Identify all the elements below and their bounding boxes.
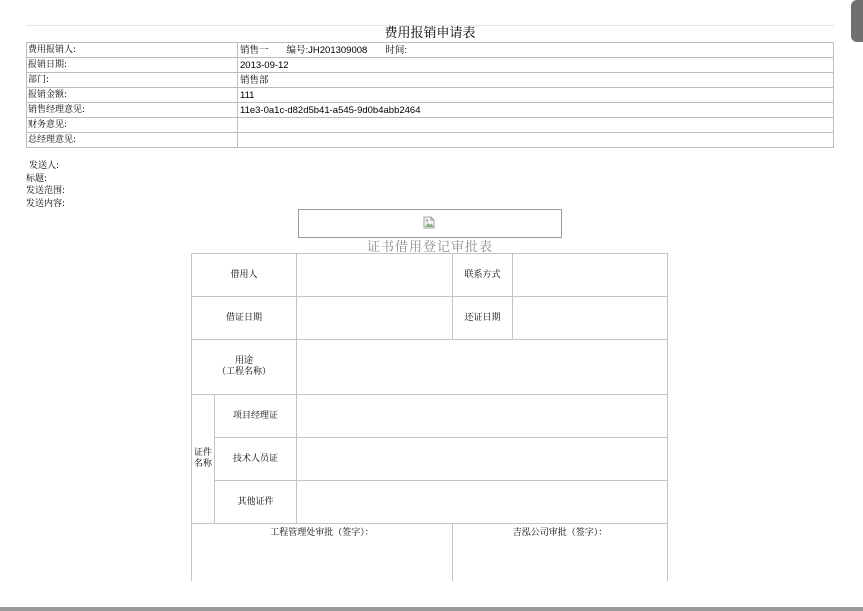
- sales-mgr-row: [27, 103, 834, 118]
- borrow-date-value: [297, 297, 453, 340]
- borrower-value: [297, 254, 453, 297]
- borrow-date-row: [192, 297, 668, 340]
- send-info: [26, 160, 65, 210]
- purpose-label-cell: [192, 340, 297, 395]
- cert-form-title: 证书借用登记审批表: [366, 240, 493, 255]
- other-cert-label: 其他证件: [215, 481, 297, 524]
- company-approval-label: 吉泓公司审批（签字）：: [453, 524, 668, 581]
- cert-name-label-2: 名称: [193, 459, 212, 469]
- finance-row: [27, 118, 834, 133]
- broken-image-icon: [423, 216, 435, 229]
- image-frame: [298, 209, 562, 238]
- return-date-label: 还证日期: [453, 297, 513, 340]
- gm-label: 总经理意见:: [27, 133, 238, 148]
- number-value: JH201309008: [308, 44, 368, 56]
- applicant-row: [27, 43, 834, 58]
- bottom-bar: [0, 607, 863, 611]
- cert-name-label-cell: [192, 395, 215, 524]
- tech-cert-value: [297, 438, 668, 481]
- subject-label: 标题:: [26, 173, 48, 184]
- date-row: [27, 58, 834, 73]
- other-cert-value: [297, 481, 668, 524]
- applicant-value-cell: [238, 43, 834, 58]
- other-cert-row: [192, 481, 668, 524]
- contact-value: [513, 254, 668, 297]
- finance-value: [238, 118, 834, 133]
- cert-name-label-1: 证件: [193, 448, 212, 458]
- borrower-label: 借用人: [192, 254, 297, 297]
- gm-row: [27, 133, 834, 148]
- pm-cert-value: [297, 395, 668, 438]
- dept-row: [27, 73, 834, 88]
- time-label: 时间:: [385, 44, 407, 56]
- eng-approval-label: 工程管理处审批（签字）：: [192, 524, 453, 581]
- borrower-row: [192, 254, 668, 297]
- content-label: 发送内容:: [26, 198, 66, 209]
- purpose-row: [192, 340, 668, 395]
- purpose-sub-label: （工程名称）: [217, 367, 272, 377]
- pm-cert-row: [192, 395, 668, 438]
- dept-label: 部门:: [27, 73, 238, 88]
- applicant-value: 销售一: [240, 44, 269, 56]
- contact-label: 联系方式: [453, 254, 513, 297]
- expense-form-table: [26, 42, 834, 148]
- date-value: 2013-09-12: [238, 58, 834, 73]
- cert-approval-table: [191, 253, 668, 581]
- scope-label: 发送范围:: [26, 186, 66, 196]
- amount-label: 报销金额:: [27, 88, 238, 103]
- purpose-value: [297, 340, 668, 395]
- amount-row: [27, 88, 834, 103]
- pm-cert-label: 项目经理证: [215, 395, 297, 438]
- sales-mgr-label: 销售经理意见:: [27, 103, 238, 118]
- approval-row: [192, 524, 668, 581]
- amount-value: 111: [238, 88, 834, 103]
- gm-value: [238, 133, 834, 148]
- date-label: 报销日期:: [27, 58, 238, 73]
- tech-cert-label: 技术人员证: [215, 438, 297, 481]
- borrow-date-label: 借证日期: [192, 297, 297, 340]
- expense-form-title: 费用报销申请表: [384, 26, 476, 41]
- finance-label: 财务意见:: [27, 118, 238, 133]
- tech-cert-row: [192, 438, 668, 481]
- sales-mgr-value: 11e3-0a1c-d82d5b41-a545-9d0b4abb2464: [238, 103, 834, 118]
- number-label: 编号:: [286, 44, 309, 56]
- dept-value: 销售部: [238, 73, 834, 88]
- purpose-label: 用途: [235, 356, 254, 366]
- applicant-label: 费用报销人:: [27, 43, 238, 58]
- sender-label: 发送人:: [29, 161, 60, 171]
- return-date-value: [513, 297, 668, 340]
- scroll-tab[interactable]: [851, 0, 863, 42]
